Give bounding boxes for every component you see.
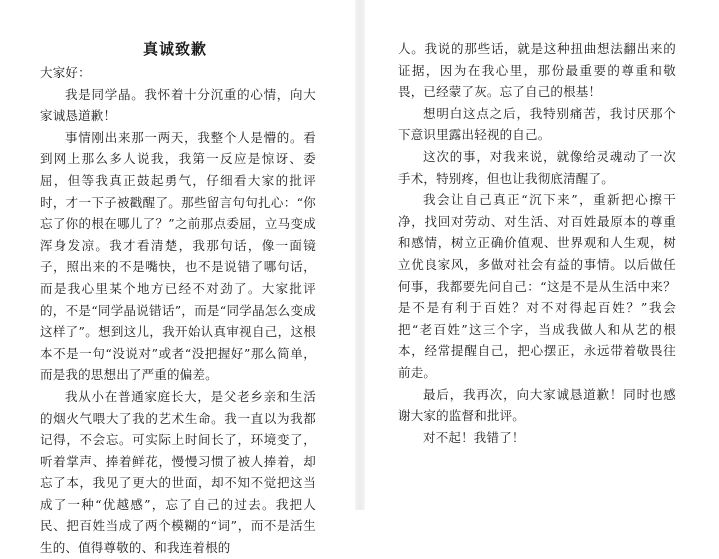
paragraph-4: 人。我说的那些话，就是这种扭曲想法翻出来的证据，因为在我心里，那份最重要的尊重和敬畏，已经蒙了灰。忘了自己的根基！ (398, 41, 676, 100)
page-title: 真诚致歉 (142, 40, 207, 58)
closing-line: 对不起！我错了！ (423, 429, 525, 445)
paragraph-2: 事情刚出来那一两天，我整个人是懵的。看到网上那么多人说我，我第一反应是惊讶、委屈，但等我真正鼓起勇气，仔细看大家的批评时，才一下子被戳醒了。那些留言句句扎心：“你忘了你的根在哪儿了？”之前那点委屈，立马变成浑身发凉。我才看清楚，我那句话，像一面镜子，照出来的不是嘴快，也不是说错了哪句话，而是我心里某个地方已经不对劲了。大家批评的，不是“同学晶说错话”，而是“同学晶怎么变成这样了”。想到这儿，我开始认真审视自己，这根本不是一句“没说对”或者“没把握好”那么简单，而是我的思想出了严重的偏差。 (40, 129, 316, 383)
paragraph-7: 我会让自己真正“沉下来”，重新把心擦干净，找回对劳动、对生活、对百姓最原本的尊重和感情，树立正确价值观、世界观和人生观，树立优良家风，多做对社会有益的事情。以后做任何事，我都要先问自己：“这是不是从生活中来？是不是有利于百姓？对不对得起百姓？”我会把“老百姓”这三个字，当成我做人和从艺的根本，经常提醒自己，把心摆正，永远带着敬畏往前走。 (398, 192, 676, 380)
paragraph-1: 我是同学晶。我怀着十分沉重的心情，向大家诚恳道歉！ (40, 86, 316, 124)
greeting: 大家好： (40, 65, 91, 80)
paragraph-6: 这次的事，对我来说，就像给灵魂动了一次手术，特别疼，但也让我彻底清醒了。 (398, 148, 676, 186)
left-column (40, 62, 316, 559)
left-page (0, 0, 350, 556)
paragraph-3: 我从小在普通家庭长大，是父老乡亲和生活的烟火气喂大了我的艺术生命。我一直以为我都记得，不会忘。可实际上时间长了，环境变了，听着掌声、捧着鲜花，慢慢习惯了被人捧着，却忘了本，我见了更大的世面，却不知不觉把这当成了一种“优越感”，忘了自己的过去。我把人民、把百姓当成了两个模糊的“词”，而不是活生生的、值得尊敬的、和我连着根的 (40, 388, 316, 556)
page-gutter (355, 0, 365, 510)
right-column (398, 38, 676, 448)
paragraph-8: 最后，我再次，向大家诚恳道歉！同时也感谢大家的监督和批评。 (398, 386, 676, 424)
paragraph-5: 想明白这点之后，我特别痛苦，我讨厌那个下意识里露出轻视的自己。 (398, 105, 676, 143)
right-page (370, 0, 719, 510)
